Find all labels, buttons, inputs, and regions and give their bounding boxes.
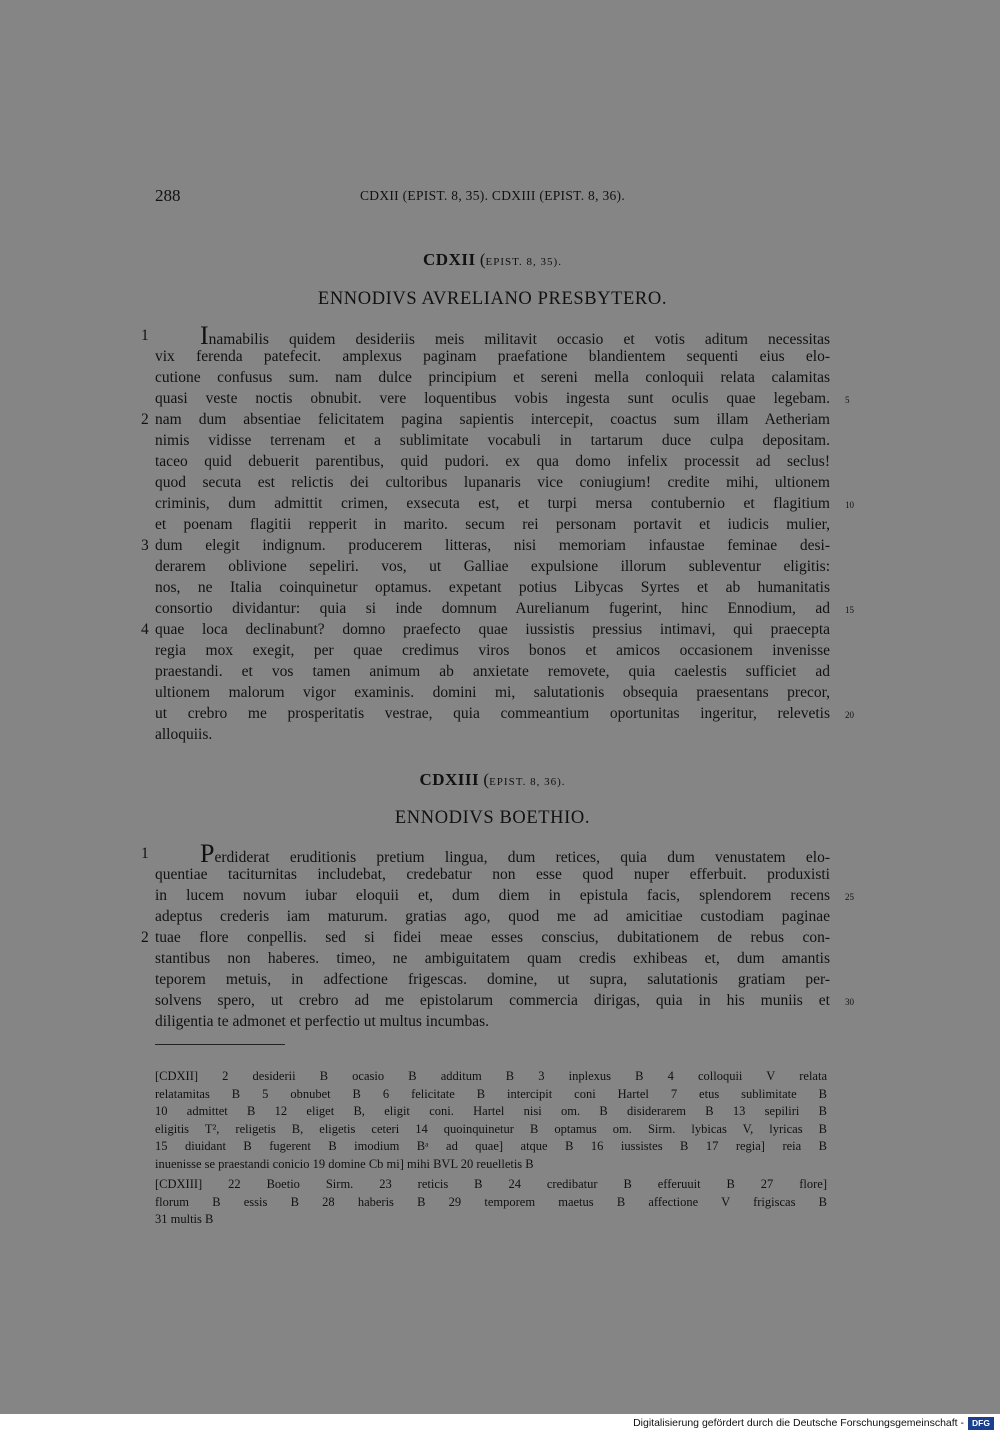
letter1-ref-open: ( xyxy=(479,250,486,269)
text-line xyxy=(155,388,850,409)
apparatus-line: inuenisse se praestandi conicio 19 domine Cb mi] mihi BVL 20 reuelletis B xyxy=(155,1156,534,1171)
apparatus-line: 15 diuidant B fugerent B imodium Bᵃ ad quae] atque B 16 iussistes B 17 regia] reia B xyxy=(155,1139,827,1153)
text-line xyxy=(141,321,830,350)
line-text: derarem oblivione sepeliri. vos, ut Galliae expulsione illorum subleventur eligitis: xyxy=(155,558,830,575)
letter1-body xyxy=(141,321,854,745)
line-text: adeptus crederis iam maturum. gratias ago, quod me ad amicitiae custodiam paginae xyxy=(155,908,830,925)
line-text: alloquiis. xyxy=(155,726,213,743)
text-line xyxy=(155,556,830,577)
line-text: nimis vidisse terrenam et a sublimitate vocabuli in tartarum duce culpa depositam. xyxy=(155,432,830,449)
paragraph-number: 1 xyxy=(141,327,149,344)
apparatus-line: 10 admittet B 12 eliget B, eligit coni. Hartel nisi om. B disiderarem B 13 sepiliri B xyxy=(155,1104,827,1118)
text-line xyxy=(155,906,830,927)
text-line xyxy=(155,451,830,472)
line-text: dum elegit indignum. producerem litteras, nisi memoriam infaustae feminae desi- xyxy=(155,537,830,554)
line-text: ut crebro me prosperitatis vestrae, quia commeantium oportunitas ingeritur, relevetis xyxy=(155,705,830,722)
apparatus-criticus-2 xyxy=(155,1176,827,1229)
text-line xyxy=(155,661,830,682)
running-head xyxy=(155,186,830,208)
text-line xyxy=(155,472,830,493)
line-text: quentiae taciturnitas includebat, credebatur non esse quod nuper efferbuit. produxisti xyxy=(155,866,830,883)
line-text: et poenam flagitii repperit in marito. secum rei personam portavit et iudicis mulier, xyxy=(155,516,830,533)
line-text: ultionem malorum vigor examinis. domini mi, salutationis obsequia praesentans precor, xyxy=(155,684,830,701)
apparatus-line: relatamitas B 5 obnubet B 6 felicitate B intercipit coni Hartel 7 etus sublimitate B xyxy=(155,1086,827,1101)
text-line xyxy=(141,409,830,430)
apparatus-line: [CDXII] 2 desiderii B ocasio B additum B 3 inplexus B 4 colloquii V relata xyxy=(155,1069,827,1083)
line-text: teporem metuis, in adfectione frigescas. domine, ut supra, salutationis gratiam per- xyxy=(155,971,830,988)
apparatus-line: eligitis T², religetis B, eligetis ceteri 14 quoinquinetur B optamus om. Sirm. lybicas V, lyricas B xyxy=(155,1121,827,1136)
line-number: 5 xyxy=(845,395,850,405)
line-text: taceo quid debuerit parentibus, quid pudori. ex qua domo infelix processit ad seclus! xyxy=(155,453,830,470)
text-line xyxy=(155,948,830,969)
footer-bar xyxy=(0,1414,1000,1434)
text-line xyxy=(155,598,854,619)
text-line xyxy=(155,430,830,451)
line-text: tuae flore conpellis. sed si fidei meae esses conscius, dubitationem de rebus con- xyxy=(155,929,830,946)
text-line xyxy=(141,619,830,640)
paragraph-number: 4 xyxy=(141,621,149,638)
text-line xyxy=(155,885,854,906)
line-number: 10 xyxy=(845,500,854,510)
footnote-rule xyxy=(155,1044,285,1045)
text-line xyxy=(141,839,830,868)
text-line xyxy=(141,927,830,948)
page-number: 288 xyxy=(155,186,181,205)
line-text: quod secuta est relictis dei cultoribus lupanaris vice coniugium! credite mihi, ultionem xyxy=(155,474,830,491)
line-text: quae loca declinabunt? domno praefecto quae iussistis pressius intimavi, qui praecepta xyxy=(155,621,830,638)
line-text: solvens spero, ut crebro ad me epistolarum commercia dirigas, quia in his muniis et xyxy=(155,992,830,1009)
letter1-number: CDXII xyxy=(423,250,476,269)
text-line xyxy=(155,493,854,514)
line-number: 25 xyxy=(845,892,854,902)
line-text: nam dum absentiae felicitatem pagina sapientis intercepit, coactus sum illam Aetheriam xyxy=(155,411,830,428)
apparatus-criticus-1 xyxy=(155,1068,827,1173)
text-line xyxy=(155,346,830,367)
apparatus-line: 31 multis B xyxy=(155,1212,214,1226)
paragraph-number: 3 xyxy=(141,537,149,554)
text-line xyxy=(155,1011,830,1032)
text-line xyxy=(155,367,830,388)
letter2-number: CDXIII xyxy=(419,770,480,789)
paragraph-number: 2 xyxy=(141,929,149,946)
letter2-address: ENNODIVS BOETHIO. xyxy=(394,808,591,828)
letter1-address: ENNODIVS AVRELIANO PRESBYTERO. xyxy=(317,289,668,309)
dfg-logo: DFG xyxy=(968,1417,994,1430)
line-text: nos, ne Italia coinquinetur optamus. expetant potius Libycas Syrtes et ab humanitatis xyxy=(155,579,830,596)
letter2-ref: EPIST. 8, 36). xyxy=(489,776,566,788)
apparatus-line: florum B essis B 28 haberis B 29 temporem maetus B affectione V frigiscas B xyxy=(155,1194,827,1209)
line-text: erdiderat eruditionis pretium lingua, dum retices, quia dum venustatem elo- xyxy=(214,849,830,866)
letter1-heading xyxy=(155,250,830,270)
text-line xyxy=(155,864,830,885)
text-line xyxy=(155,969,830,990)
letter2-ref-open: ( xyxy=(483,770,490,789)
paragraph-number: 1 xyxy=(141,845,149,862)
text-line xyxy=(155,514,830,535)
text-line xyxy=(155,682,830,703)
initial-letter: P xyxy=(200,839,215,868)
line-text: stantibus non haberes. timeo, ne ambiguitatem quam credis exhibeas et, dum amantis xyxy=(155,950,830,967)
text-line xyxy=(155,724,830,745)
line-text: diligentia te admonet et perfectio ut multus incumbas. xyxy=(155,1013,490,1030)
text-line xyxy=(155,577,830,598)
line-text: criminis, dum admittit crimen, exsecuta est, et turpi mersa contubernio et flagitium xyxy=(155,495,830,512)
footer-text: Digitalisierung gefördert durch die Deutsche Forschungsgemeinschaft - xyxy=(633,1417,964,1429)
line-text: praestandi. et vos tamen animum ab anxietate removete, quia caelestis sufficiet ad xyxy=(155,663,830,680)
line-text: vix ferenda patefecit. amplexus paginam praefatione blandientem sequenti eius elo- xyxy=(155,348,830,365)
initial-letter: I xyxy=(200,321,209,350)
line-number: 30 xyxy=(845,997,854,1007)
letter2-body xyxy=(141,839,854,1032)
apparatus-line: [CDXIII] 22 Boetio Sirm. 23 reticis B 24 credibatur B efferuuit B 27 flore] xyxy=(155,1177,827,1191)
line-text: quasi veste noctis obnubit. vere loquentibus vobis ingesta sunt oculis quae legebam. xyxy=(155,390,830,407)
running-head-title: CDXII (EPIST. 8, 35). CDXIII (EPIST. 8, 36). xyxy=(359,188,626,203)
paragraph-number: 2 xyxy=(141,411,149,428)
text-line xyxy=(155,990,854,1011)
text-line xyxy=(155,640,830,661)
letter1-ref: EPIST. 8, 35). xyxy=(485,256,562,268)
text-line xyxy=(141,535,830,556)
line-text: consortio dividantur: quia si inde domnum Aurelianum fugerint, hinc Ennodium, ad xyxy=(155,600,830,617)
line-text: cutione confusus sum. nam dulce principium et sereni mella conloquii relata calamitas xyxy=(155,369,830,386)
line-text: regia mox exegit, per quae credimus viros bonos et amicos occasionem invenisse xyxy=(155,642,830,659)
line-text: namabilis quidem desideriis meis militavit occasio et votis aditum necessitas xyxy=(208,331,830,348)
line-number: 20 xyxy=(845,710,854,720)
text-line xyxy=(155,703,854,724)
letter2-heading xyxy=(155,770,830,790)
line-number: 15 xyxy=(845,605,854,615)
line-text: in lucem novum iubar eloquii et, dum diem in epistula facis, splendorem recens xyxy=(155,887,830,904)
